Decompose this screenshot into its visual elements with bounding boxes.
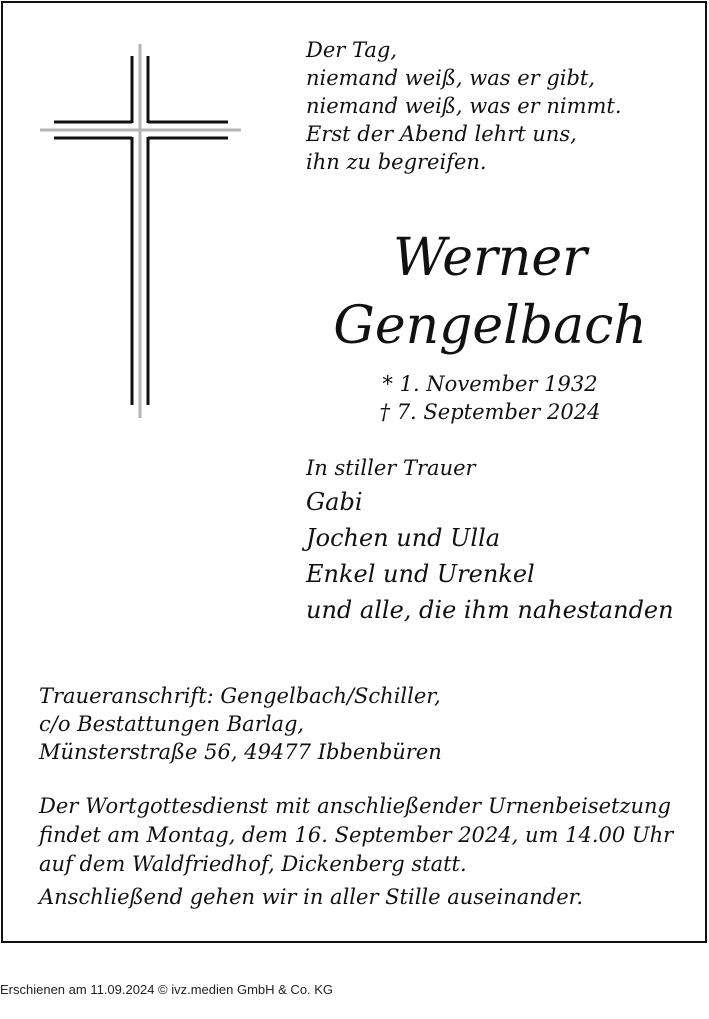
poem-line: Erst der Abend lehrt uns, bbox=[306, 122, 577, 146]
mourners-heading: In stiller Trauer bbox=[306, 456, 476, 480]
service-notice bbox=[39, 792, 674, 879]
service-line: auf dem Waldfriedhof, Dickenberg statt. bbox=[39, 852, 467, 876]
death-date: † 7. September 2024 bbox=[379, 400, 601, 424]
publication-footer: Erschienen am 11.09.2024 © ivz.medien GmbH & Co. KG bbox=[0, 982, 334, 997]
mourning-address bbox=[39, 682, 442, 766]
address-line: c/o Bestattungen Barlag, bbox=[39, 712, 305, 736]
address-line: Traueranschrift: Gengelbach/Schiller, bbox=[39, 684, 441, 708]
mourner-name: und alle, die ihm nahestanden bbox=[306, 596, 674, 624]
service-line: Der Wortgottesdienst mit anschließender Urnenbeisetzung bbox=[39, 794, 671, 818]
mourner-name: Enkel und Urenkel bbox=[306, 560, 535, 588]
service-line: findet am Montag, dem 16. September 2024, um 14.00 Uhr bbox=[39, 823, 674, 847]
poem-line: ihn zu begreifen. bbox=[306, 150, 487, 174]
deceased-last-name: Gengelbach bbox=[333, 296, 647, 356]
mourner-name: Gabi bbox=[306, 488, 363, 516]
poem-line: niemand weiß, was er nimmt. bbox=[306, 94, 622, 118]
poem-line: Der Tag, bbox=[306, 38, 397, 62]
poem bbox=[306, 36, 622, 176]
deceased-first-name: Werner bbox=[393, 228, 587, 288]
mourner-name: Jochen und Ulla bbox=[306, 524, 501, 552]
address-line: Münsterstraße 56, 49477 Ibbenbüren bbox=[39, 740, 442, 764]
birth-date: * 1. November 1932 bbox=[382, 372, 598, 396]
poem-line: niemand weiß, was er gibt, bbox=[306, 66, 596, 90]
cross-icon bbox=[40, 44, 242, 420]
closing-line: Anschließend gehen wir in aller Stille auseinander. bbox=[39, 885, 584, 909]
